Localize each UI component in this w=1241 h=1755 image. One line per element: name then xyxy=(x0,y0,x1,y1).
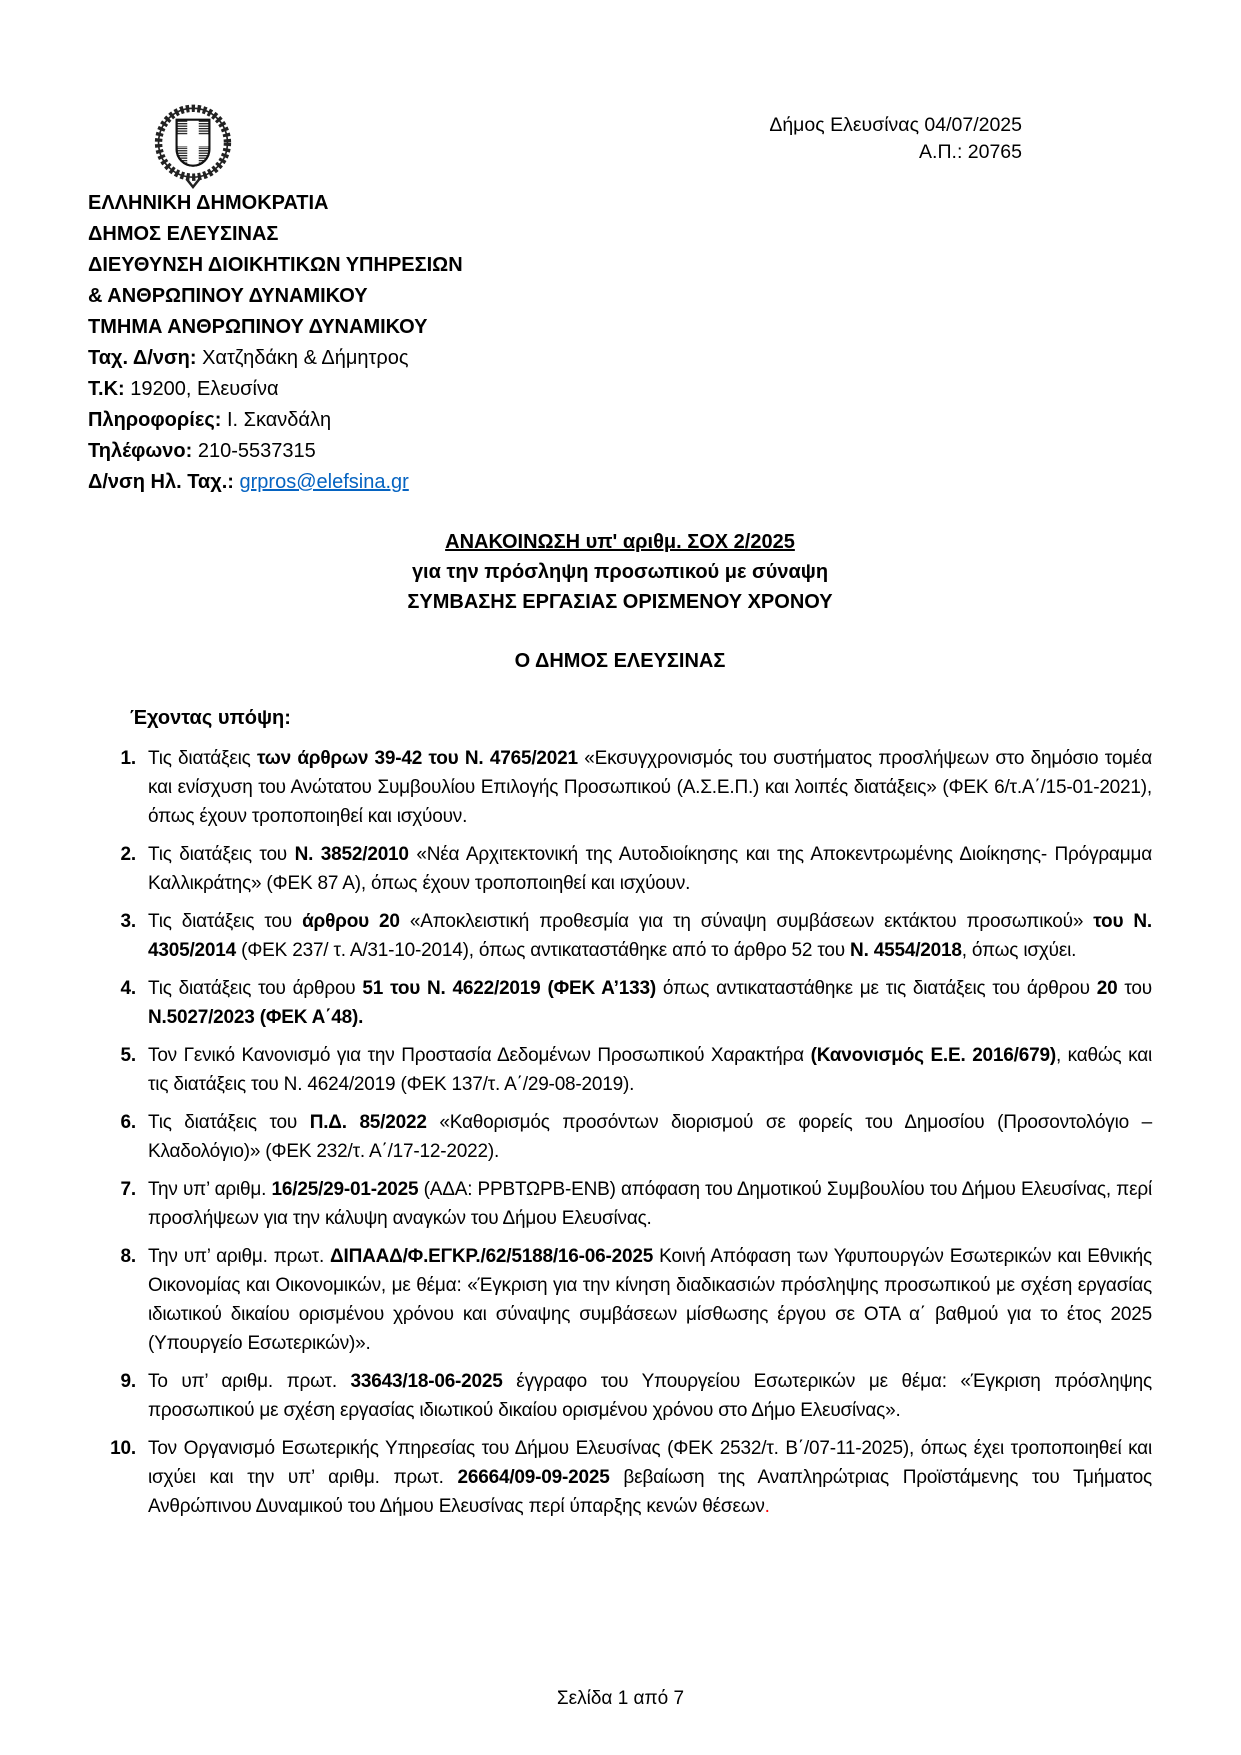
text-run: Τις διατάξεις του xyxy=(148,911,303,932)
list-item xyxy=(88,1434,1152,1521)
contact-line-address xyxy=(88,343,463,374)
list-item xyxy=(88,907,1152,965)
contact-line-phone xyxy=(88,436,463,467)
list-item-number: 7. xyxy=(120,1179,136,1200)
legal-basis-list xyxy=(88,744,1152,1521)
text-run: άρθρου 20 xyxy=(302,911,400,932)
list-item-text xyxy=(148,844,1152,894)
text-run: , καθώς και τις διατάξεις του Ν. 4624/2019 (ΦΕΚ 137/τ. Α΄/29-08-2019). xyxy=(148,1045,1153,1095)
text-run: Τις διατάξεις του xyxy=(148,1112,310,1133)
contact-line-postal-code xyxy=(88,374,463,405)
list-item xyxy=(88,744,1152,831)
issuing-authority-heading: Ο ΔΗΜΟΣ ΕΛΕΥΣΙΝΑΣ xyxy=(514,650,726,672)
list-item-number: 10. xyxy=(110,1438,136,1459)
text-run: 51 του Ν. 4622/2019 (ΦΕΚ Α’133) xyxy=(362,978,656,999)
list-item xyxy=(88,1041,1152,1099)
email-link[interactable]: grpros@elefsina.gr xyxy=(239,471,409,493)
text-run: όπως αντικαταστάθηκε με τις διατάξεις του άρθρου xyxy=(655,978,1097,999)
text-run: (Κανονισμός Ε.Ε. 2016/679) xyxy=(810,1045,1056,1066)
text-run: Τις διατάξεις του άρθρου xyxy=(148,978,363,999)
list-item xyxy=(88,974,1152,1032)
list-item-number: 3. xyxy=(120,911,136,932)
list-item-number: 4. xyxy=(120,978,136,999)
text-run: «Καθορισμός προσόντων διορισμού σε φορείς του Δημοσίου (Προσοντολόγιο – Κλαδολόγιο)» (ΦΕΚ 232/τ. Α΄/17-12-2022). xyxy=(148,1112,1152,1162)
letterhead-left xyxy=(88,188,463,498)
text-run: βεβαίωση της Αναπληρώτριας Προϊστάμενης του Τμήματος Ανθρώπινου Δυναμικού του Δήμου Ελευσίνας περί ύπαρξης κενών θέσεων xyxy=(148,1467,1152,1517)
text-run: 20 xyxy=(1096,978,1118,999)
announcement-title xyxy=(88,527,1152,617)
text-run: Πληροφορίες: xyxy=(88,409,222,431)
text-run: του xyxy=(1117,978,1152,999)
list-item-text xyxy=(148,1179,1152,1229)
text-run: (ΑΔΑ: ΡΡΒΤΩΡΒ-ΕΝΒ) απόφαση του Δημοτικού Συμβουλίου του Δήμου Ελευσίνας, περί προσλήψεων για την κάλυψη αναγκών του Δήμου Ελευσίνας. xyxy=(148,1179,1152,1229)
document-date: Δήμος Ελευσίνας 04/07/2025 xyxy=(769,114,1022,136)
text-run: Την υπ’ αριθμ. πρωτ. xyxy=(148,1246,331,1267)
text-run: Δ/νση Ηλ. Ταχ.: xyxy=(88,471,234,493)
text-run: 19200, Ελευσίνα xyxy=(124,378,279,400)
having-regard-heading: Έχοντας υπόψη: xyxy=(130,707,291,729)
contact-line-information xyxy=(88,405,463,436)
list-item-text xyxy=(148,1246,1152,1354)
announcement-title-line3: ΣΥΜΒΑΣΗΣ ΕΡΓΑΣΙΑΣ ΟΡΙΣΜΕΝΟΥ ΧΡΟΝΟΥ xyxy=(407,591,833,613)
text-run: Ταχ. Δ/νση: xyxy=(88,347,197,369)
text-run: Τις διατάξεις xyxy=(148,748,257,769)
agency-line: & ΑΝΘΡΩΠΙΝΟΥ ΔΥΝΑΜΙΚΟΥ xyxy=(88,285,368,307)
list-item-text xyxy=(148,1045,1152,1095)
agency-line: ΤΜΗΜΑ ΑΝΘΡΩΠΙΝΟΥ ΔΥΝΑΜΙΚΟΥ xyxy=(88,316,428,338)
text-run: 16/25/29-01-2025 xyxy=(271,1179,419,1200)
list-item-number: 5. xyxy=(120,1045,136,1066)
list-item-text xyxy=(148,911,1152,961)
list-item-number: 9. xyxy=(120,1371,136,1392)
text-run: Τηλέφωνο: xyxy=(88,440,193,462)
agency-line: ΔΙΕΥΘΥΝΣΗ ΔΙΟΙΚΗΤΙΚΩΝ ΥΠΗΡΕΣΙΩΝ xyxy=(88,254,463,276)
text-run: «Εκσυγχρονισμός του συστήματος προσλήψεων στο δημόσιο τομέα και ενίσχυση του Ανώτατου Συμβουλίου Επιλογής Προσωπικού (Α.Σ.Ε.Π.) και λοιπές διατάξεις» (ΦΕΚ 6/τ.Α΄/15-01-2021), όπως έχουν τροποποιηθεί και ισχύουν. xyxy=(148,748,1152,827)
text-run: έγγραφο του Υπουργείου Εσωτερικών με θέμα: «Έγκριση πρόσληψης προσωπικού με σχέση εργασίας ιδιωτικού δικαίου ορισμένου χρόνου στο Δήμο Ελευσίνας». xyxy=(148,1371,1152,1421)
text-run: Το υπ’ αριθμ. πρωτ. xyxy=(148,1371,351,1392)
text-run: Τις διατάξεις του xyxy=(148,844,295,865)
text-run: Κοινή Απόφαση των Υφυπουργών Εσωτερικών και Εθνικής Οικονομίας και Οικονομικών, με θέμα: «Έγκριση για την κίνηση διαδικασιών πρόσληψης προσωπικού με σχέση εργασίας ιδιωτικού δικαίου ορισμένου χρόνου και σύναψης συμβάσεων μίσθωσης έργου σε ΟΤΑ α΄ βαθμού για το έτος 2025 (Υπουργείο Εσωτερικών)». xyxy=(148,1246,1152,1354)
agency-line: ΔΗΜΟΣ ΕΛΕΥΣΙΝΑΣ xyxy=(88,223,279,245)
text-run: Ν.5027/2023 (ΦΕΚ Α΄48). xyxy=(148,1007,364,1028)
text-run: του Ν. 4305/2014 xyxy=(148,911,1152,961)
list-item-text xyxy=(148,1371,1152,1421)
text-run: Π.Δ. 85/2022 xyxy=(309,1112,427,1133)
text-run: «Αποκλειστική προθεσμία για τη σύναψη συμβάσεων εκτάκτου προσωπικού» xyxy=(399,911,1094,932)
text-run: (ΦΕΚ 237/ τ. Α/31-10-2014), όπως αντικαταστάθηκε από το άρθρο 52 του xyxy=(236,940,851,961)
list-item xyxy=(88,840,1152,898)
text-run: Τ.Κ: xyxy=(88,378,125,400)
list-item xyxy=(88,1367,1152,1425)
text-run: «Νέα Αρχιτεκτονική της Αυτοδιοίκησης και της Αποκεντρωμένης Διοίκησης- Πρόγραμμα Καλλικράτης» (ΦΕΚ 87 Α), όπως έχουν τροποποιηθεί και ισχύουν. xyxy=(148,844,1152,894)
text-run: . xyxy=(764,1496,770,1517)
text-run: Τον Οργανισμό Εσωτερικής Υπηρεσίας του Δήμου Ελευσίνας (ΦΕΚ 2532/τ. Β΄/07-11-2025), όπως έχει τροποποιηθεί και ισχύει και την υπ’ αριθμ. πρωτ. xyxy=(148,1438,1152,1488)
list-item-number: 6. xyxy=(120,1112,136,1133)
list-item xyxy=(88,1108,1152,1166)
text-run: Ν. 3852/2010 xyxy=(294,844,409,865)
list-item-text xyxy=(148,748,1152,827)
text-run: Χατζηδάκη & Δήμητρος xyxy=(196,347,409,369)
list-item-number: 2. xyxy=(120,844,136,865)
text-run: των άρθρων 39-42 του Ν. 4765/2021 xyxy=(256,748,578,769)
list-item-number: 1. xyxy=(120,748,136,769)
agency-line: ΕΛΛΗΝΙΚΗ ΔΗΜΟΚΡΑΤΙΑ xyxy=(88,192,329,214)
list-item-text xyxy=(148,1438,1152,1517)
letterhead-right xyxy=(769,112,1022,166)
list-item-text xyxy=(148,978,1152,1028)
text-run: 26664/09-09-2025 xyxy=(457,1467,610,1488)
text-run: 210-5537315 xyxy=(192,440,316,462)
text-run: Τον Γενικό Κανονισμό για την Προστασία Δεδομένων Προσωπικού Χαρακτήρα xyxy=(148,1045,811,1066)
text-run: ΔΙΠΑΑΔ/Φ.ΕΓΚΡ./62/5188/16-06-2025 xyxy=(330,1246,654,1267)
text-run: Την υπ’ αριθμ. xyxy=(148,1179,272,1200)
greek-coat-of-arms-icon xyxy=(152,98,234,194)
text-run: 33643/18-06-2025 xyxy=(350,1371,503,1392)
protocol-number: Α.Π.: 20765 xyxy=(919,141,1022,163)
text-run: Ι. Σκανδάλη xyxy=(221,409,332,431)
announcement-title-line2: για την πρόσληψη προσωπικού με σύναψη xyxy=(411,561,829,583)
text-run: Ν. 4554/2018 xyxy=(850,940,962,961)
page-number: Σελίδα 1 από 7 xyxy=(556,1688,685,1709)
list-item-number: 8. xyxy=(120,1246,136,1267)
list-item-text xyxy=(148,1112,1152,1162)
list-item xyxy=(88,1175,1152,1233)
contact-line-email xyxy=(88,467,463,498)
list-item xyxy=(88,1242,1152,1358)
announcement-title-line1: ΑΝΑΚΟΙΝΩΣΗ υπ' αριθμ. ΣΟΧ 2/2025 xyxy=(445,531,795,553)
text-run: , όπως ισχύει. xyxy=(961,940,1077,961)
